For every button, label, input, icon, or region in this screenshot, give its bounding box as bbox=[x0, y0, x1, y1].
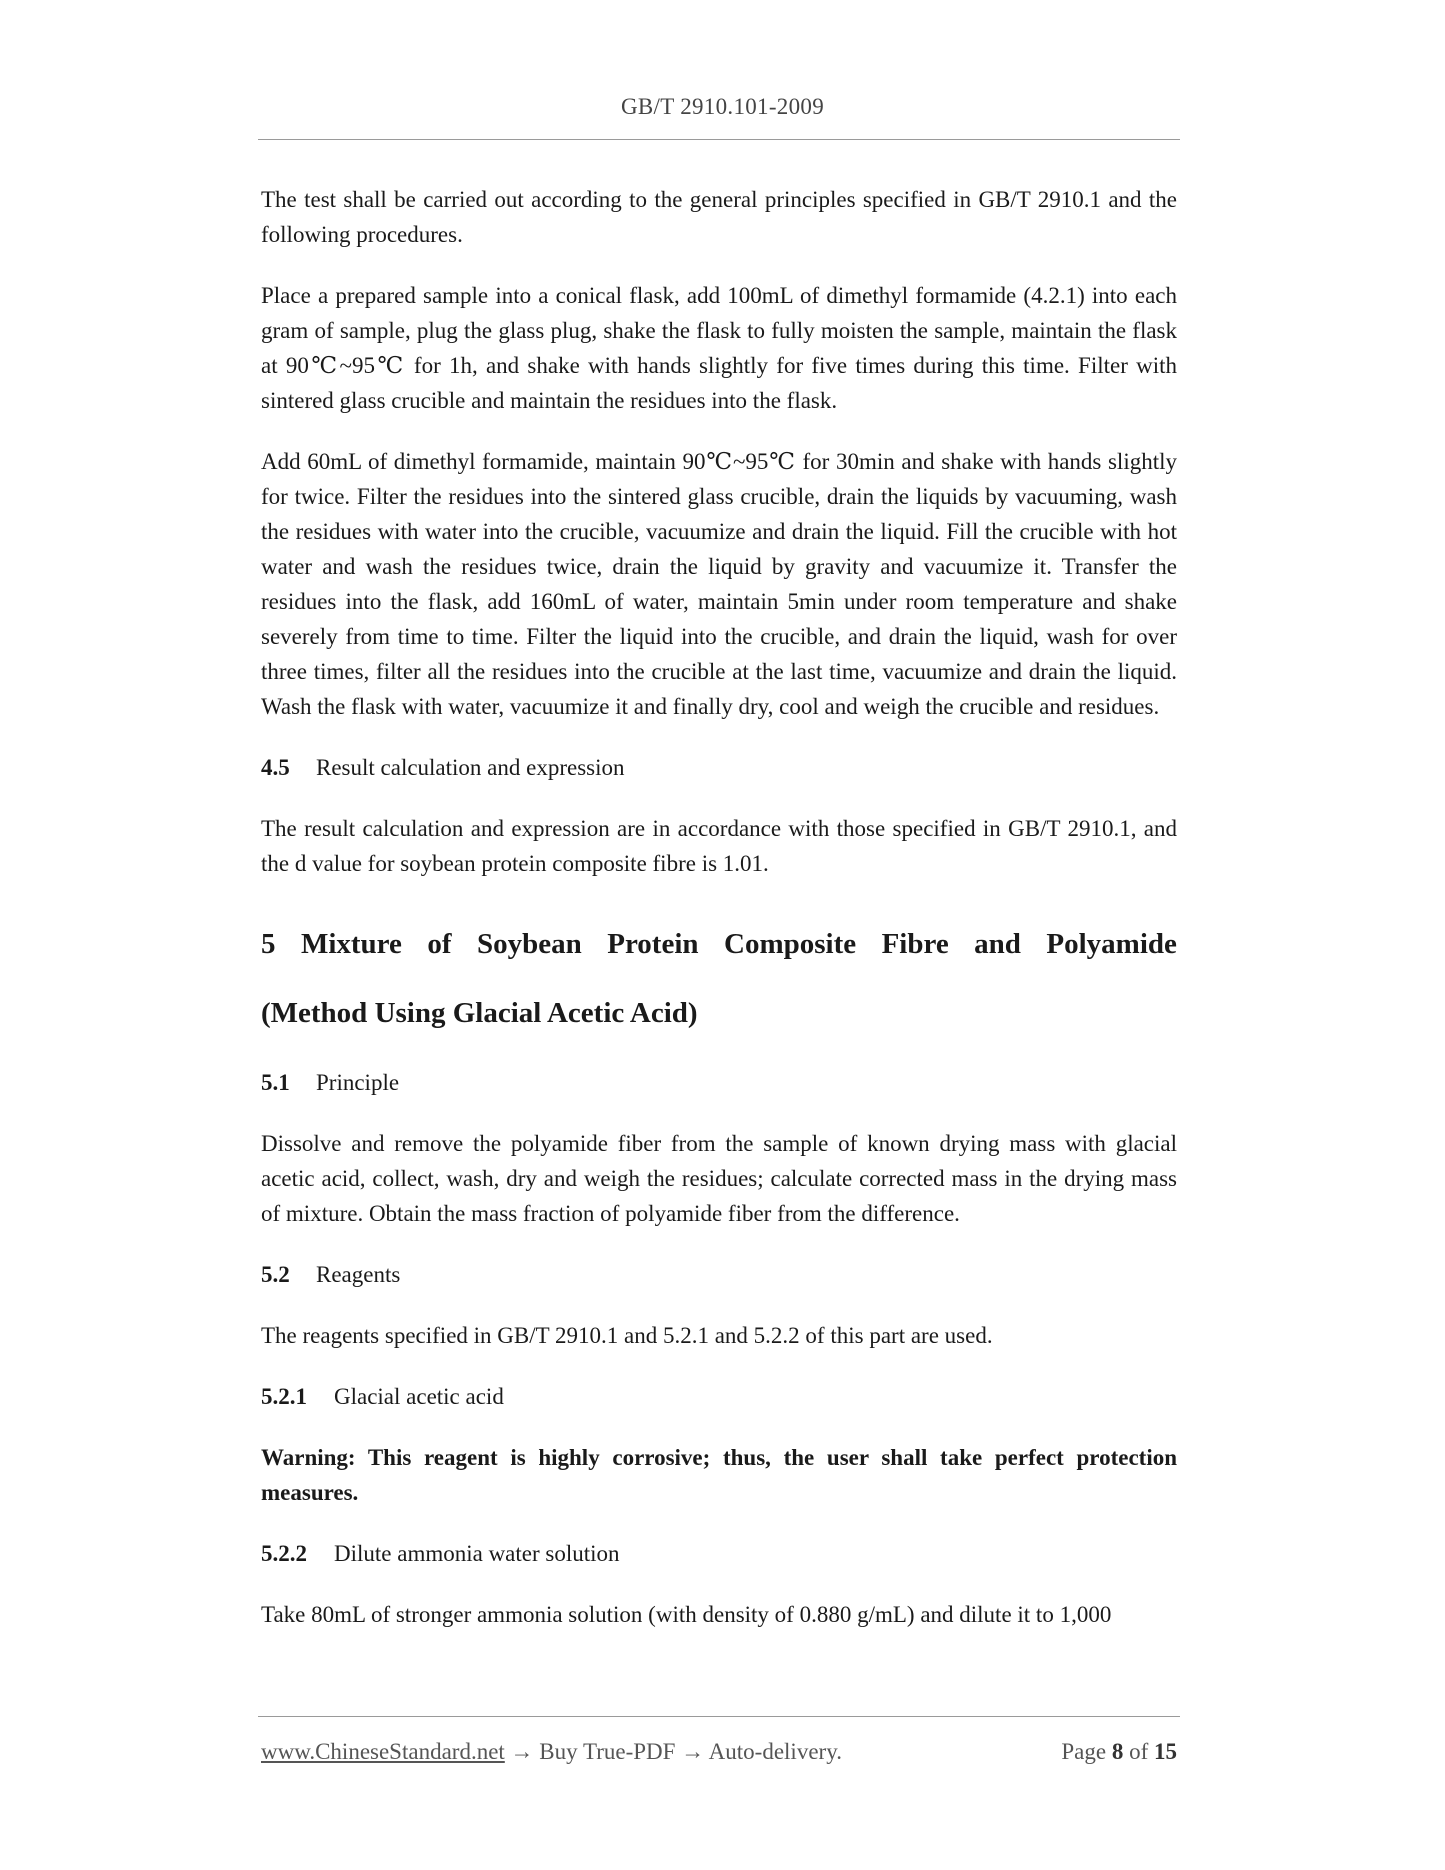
paragraph: Place a prepared sample into a conical flask, add 100mL of dimethyl formamide (4.2.1) into each gram of sample, plug the glass plug, shake the flask to fully moisten the sample, maintain the flask at 90℃~95℃ for 1h, and shake with hands slightly for five times during this time. Filter with sintered glass crucible and maintain the residues into the flask. bbox=[261, 283, 1177, 413]
page-indicator bbox=[1061, 1739, 1177, 1765]
page-number: 8 bbox=[1111, 1739, 1124, 1764]
footer bbox=[261, 1739, 1177, 1765]
heading-title: Dilute ammonia water solution bbox=[334, 1541, 620, 1566]
arrow-right-icon: → bbox=[681, 1739, 705, 1764]
heading-title: Glacial acetic acid bbox=[334, 1384, 504, 1409]
section-5-title bbox=[261, 927, 1177, 1031]
buy-text: Buy True-PDF bbox=[539, 1739, 676, 1764]
title-word: and bbox=[974, 928, 1021, 960]
section-number: 5 bbox=[261, 928, 276, 960]
heading-number: 4.5 bbox=[261, 755, 290, 780]
paragraph: Dissolve and remove the polyamide fiber from the sample of known drying mass with glacial acetic acid, collect, wash, dry and weigh the residues; calculate corrected mass in the drying mass of mixture. Obtain the mass fraction of polyamide fiber from the difference. bbox=[261, 1131, 1177, 1226]
title-word: Composite bbox=[724, 928, 857, 960]
title-word: Soybean bbox=[477, 928, 582, 960]
page-label: Page bbox=[1061, 1739, 1107, 1764]
delivery-text: Auto-delivery. bbox=[708, 1739, 842, 1764]
heading-5-2-1 bbox=[261, 1379, 1177, 1414]
heading-title: Reagents bbox=[316, 1262, 401, 1287]
heading-number: 5.1 bbox=[261, 1070, 290, 1095]
paragraph: The test shall be carried out according to the general principles specified in GB/T 2910.1 and the following procedures. bbox=[261, 187, 1177, 247]
header-title: GB/T 2910.101-2009 bbox=[620, 94, 825, 119]
paragraph: The result calculation and expression are in accordance with those specified in GB/T 2910.1, and the d value for soybean protein composite fibre is 1.01. bbox=[261, 816, 1177, 876]
heading-5-2 bbox=[261, 1257, 1177, 1292]
heading-number: 5.2.2 bbox=[261, 1541, 307, 1566]
heading-5-2-2 bbox=[261, 1536, 1177, 1571]
footer-divider bbox=[258, 1716, 1180, 1717]
document-body bbox=[261, 182, 1177, 1658]
warning-text: Warning: This reagent is highly corrosive; thus, the user shall take perfect protection measures. bbox=[261, 1445, 1177, 1505]
title-word: Polyamide bbox=[1046, 928, 1177, 960]
heading-title: Principle bbox=[316, 1070, 400, 1095]
title-word: Protein bbox=[607, 928, 699, 960]
paragraph: The reagents specified in GB/T 2910.1 and 5.2.1 and 5.2.2 of this part are used. bbox=[261, 1323, 993, 1348]
heading-4-5 bbox=[261, 750, 1177, 785]
paragraph: Add 60mL of dimethyl formamide, maintain 90℃~95℃ for 30min and shake with hands slightly for twice. Filter the residues into the sintered glass crucible, drain the liquids by vacuuming, wash the residues with water into the crucible, vacuumize and drain the liquid. Fill the crucible with hot water and wash the residues twice, drain the liquid by gravity and vacuumize it. Transfer the residues into the flask, add 160mL of water, maintain 5min under room temperature and shake severely from time to time. Filter the liquid into the crucible, and drain the liquid, wash for over three times, filter all the residues into the crucible at the last time, vacuumize and drain the liquid. Wash the flask with water, vacuumize it and finally dry, cool and weigh the crucible and residues. bbox=[261, 449, 1177, 719]
website-link[interactable]: www.ChineseStandard.net bbox=[261, 1739, 505, 1764]
heading-5-1 bbox=[261, 1065, 1177, 1100]
heading-number: 5.2 bbox=[261, 1262, 290, 1287]
heading-number: 5.2.1 bbox=[261, 1384, 307, 1409]
page-total: 15 bbox=[1154, 1739, 1177, 1764]
of-label: of bbox=[1129, 1739, 1149, 1764]
section-subtitle: (Method Using Glacial Acetic Acid) bbox=[261, 997, 698, 1029]
title-word: Fibre bbox=[881, 928, 949, 960]
title-word: of bbox=[427, 928, 452, 960]
title-word: Mixture bbox=[300, 928, 402, 960]
heading-title: Result calculation and expression bbox=[316, 755, 625, 780]
footer-left bbox=[261, 1739, 842, 1765]
header-divider bbox=[258, 139, 1180, 140]
arrow-right-icon: → bbox=[510, 1739, 534, 1764]
paragraph: Take 80mL of stronger ammonia solution (with density of 0.880 g/mL) and dilute it to 1,000 bbox=[261, 1602, 1112, 1627]
